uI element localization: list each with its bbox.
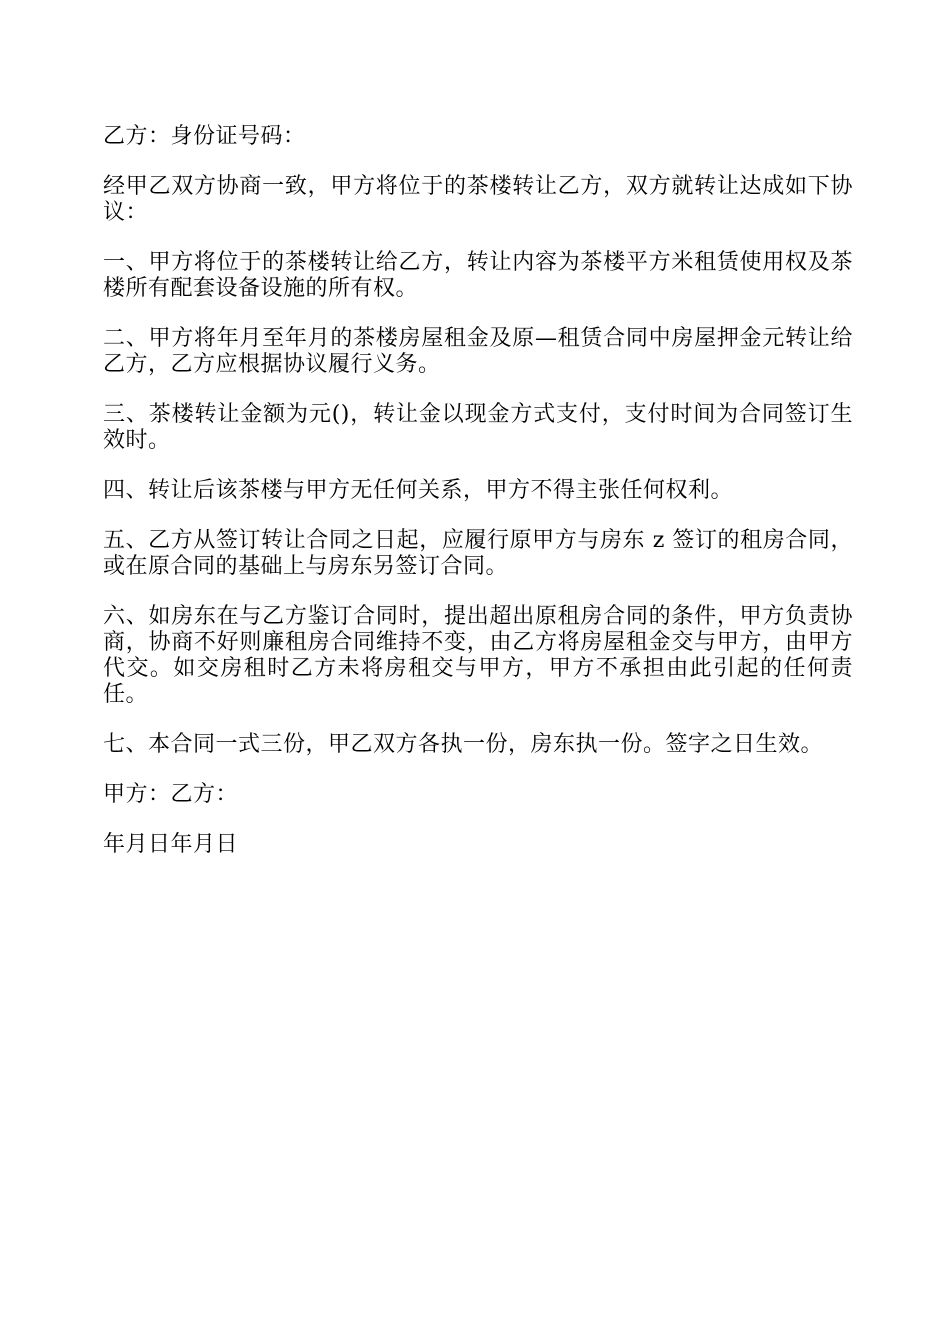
signature-parties-line: 甲方：乙方： bbox=[103, 782, 239, 807]
clause-5: 五、乙方从签订转让合同之日起，应履行原甲方与房东 z 签订的租房合同，或在原合同的基础上与房东另签订合同。 bbox=[103, 528, 853, 579]
clause-2: 二、甲方将年月至年月的茶楼房屋租金及原—租赁合同中房屋押金元转让给乙方，乙方应根据协议履行义务。 bbox=[103, 326, 853, 377]
signature-dates-line: 年月日年月日 bbox=[103, 832, 239, 857]
clause-6: 六、如房东在与乙方鉴订合同时，提出超出原租房合同的条件，甲方负责协商，协商不好则廉租房合同维持不变，由乙方将房屋租金交与甲方，由甲方代交。如交房租时乙方未将房租交与甲方，甲方不承担由此引起的任何责任。 bbox=[103, 604, 853, 707]
preamble-paragraph: 经甲乙双方协商一致，甲方将位于的茶楼转让乙方，双方就转让达成如下协议： bbox=[103, 174, 853, 225]
clause-1: 一、甲方将位于的茶楼转让给乙方，转让内容为茶楼平方米租赁使用权及茶楼所有配套设备设施的所有权。 bbox=[103, 250, 853, 301]
clause-4: 四、转让后该茶楼与甲方无任何关系，甲方不得主张任何权利。 bbox=[103, 478, 734, 503]
clause-7: 七、本合同一式三份，甲乙双方各执一份，房东执一份。签字之日生效。 bbox=[103, 732, 824, 757]
party-b-id-line: 乙方：身份证号码： bbox=[103, 124, 306, 149]
clause-3: 三、茶楼转让金额为元()，转让金以现金方式支付，支付时间为合同签订生效时。 bbox=[103, 402, 853, 453]
document-body bbox=[103, 124, 853, 882]
